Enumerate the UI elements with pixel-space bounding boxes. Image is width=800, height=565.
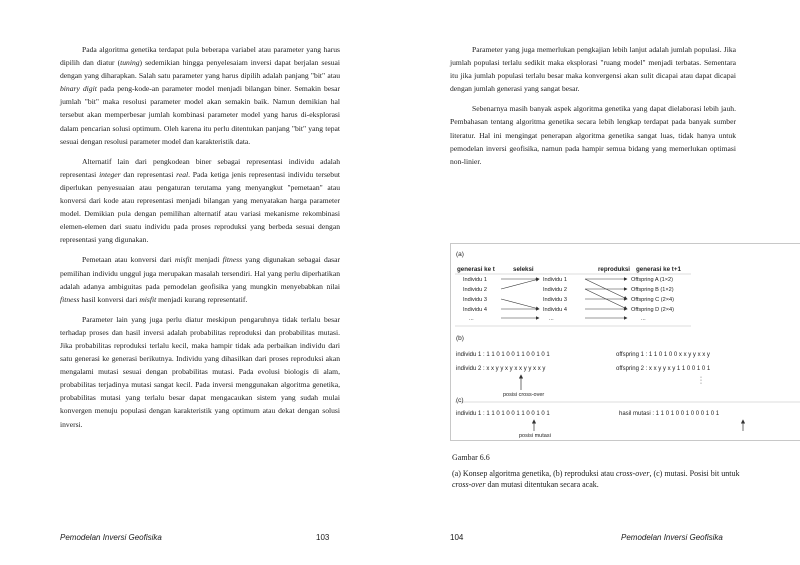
figure-caption [452, 452, 752, 490]
ellipsis: ... [469, 316, 474, 322]
generation-item: Individu 2 [463, 287, 487, 293]
figure-genetic-algorithm [450, 243, 800, 441]
crossover-position-note: posisi cross-over [503, 392, 545, 398]
figure-diagram [451, 244, 800, 440]
footer-title: Pemodelan Inversi Geofisika [621, 533, 723, 542]
selection-item: Individu 3 [543, 297, 567, 303]
generation-item: Individu 1 [463, 277, 487, 283]
column-header-next-generation: generasi ke t+1 [636, 266, 681, 273]
offspring-item: Offspring B (1×2) [631, 287, 674, 293]
left-body-text [60, 43, 340, 438]
b-offspring-1: offspring 1 : 1 1 0 1 0 0 x x y y x x y [616, 352, 710, 358]
right-page [400, 0, 800, 565]
generation-item: Individu 3 [463, 297, 487, 303]
column-header-selection: seleksi [513, 266, 534, 273]
paragraph: Sebenarnya masih banyak aspek algoritma genetika yang dapat dielaborasi lebih jauh. Pembahasan tentang algoritma genetika secara lebih lengkap terdapat pada banyak sumber literatur. Hal ini mengingat penerapan algoritma genetika sangat luas, tidak hanya untuk pemodelan inversi geofisika, namun pada hampir semua bidang yang memerlukan optimasi non-linier. [450, 104, 736, 166]
selection-item: Individu 1 [543, 277, 567, 283]
paragraph: Pemetaan atau konversi dari misfit menjadi fitness yang digunakan sebagai dasar pemilihan individu unggul juga merupakan masalah tersendiri. Hal yang perlu diperhatikan adalah adanya ambiguitas pada pemodelan geofisika yang mungkin menyebabkan nilai fitness hasil konversi dari misfit menjadi kurang representatif. [60, 255, 340, 304]
paragraph: Parameter lain yang juga perlu diatur meskipun pengaruhnya tidak terlalu besar terhadap proses dan hasil inversi adalah probabilitas reproduksi dan probabilitas mutasi. Jika probabilitas reproduksi terlalu kecil, maka hampir tidak ada perbaikan individu dari satu generasi ke generasi berikutnya. Individu yang dihasilkan dari proses reproduksi akan mengalami mutasi sesuai dengan probabilitas mutasi. Pada evolusi biologis di alam, probabilitas terjadinya mutasi sangat kecil. Pada inversi menggunakan algoritma genetika, probabilitas mutasi yang terlalu besar dapat mengacaukan sistem yang sudah mulai konvergen menuju populasi dengan karakteristik yang optimum atau dekat dengan solusi inversi. [60, 314, 340, 429]
paragraph: Parameter yang juga memerlukan pengkajian lebih lanjut adalah jumlah populasi. Jika jumlah populasi terlalu sedikit maka eksplorasi "ruang model" menjadi terbatas. Sementara itu jika jumlah populasi terlalu besar maka konvergensi akan sulit dicapai atau dapat dicapai dengan jumlah generasi yang sangat besar. [450, 45, 736, 94]
b-parent-1: individu 1 : 1 1 0 1 0 0 1 1 0 0 1 0 1 [456, 352, 550, 358]
c-mutation-result: hasil mutasi : 1 1 0 1 0 0 1 0 0 0 1 0 1 [619, 411, 720, 417]
b-offspring-2: offspring 2 : x x y y x y 1 1 0 0 1 0 1 [616, 366, 711, 372]
page-number: 104 [450, 533, 464, 542]
footer-title: Pemodelan Inversi Geofisika [60, 533, 162, 542]
panel-a-label: (a) [456, 251, 464, 258]
selection-arrow [501, 279, 539, 289]
paragraph: Alternatif lain dari pengkodean biner sebagai representasi individu adalah representasi integer dan representasi real. Pada ketiga jenis representasi individu tersebut diperlukan penyesuaian atau pengaturan terutama yang menyangkut "pemetaan" atau konversi dari kode atau representasi menjadi bilangan yang menyatakan harga parameter model. Demikian pula dengan pemilihan alternatif atau variasi mekanisme rekombinasi elemen-elemen dari suatu individu pada proses reproduksi yang berbeda sesuai dengan representasi yang digunakan. [60, 156, 341, 245]
column-header-generation: generasi ke t [457, 266, 495, 273]
offspring-item: Offspring D (2×4) [631, 307, 674, 313]
panel-a-rows [463, 277, 674, 322]
generation-item: Individu 4 [463, 307, 487, 313]
page-number: 103 [316, 533, 330, 542]
panel-c-label: (c) [456, 397, 464, 404]
offspring-item: Offspring C (2×4) [631, 297, 674, 303]
panel-b-label: (b) [456, 335, 464, 342]
b-parent-2: individu 2 : x x y y x y x x y y x x y [456, 366, 546, 372]
selection-arrow [501, 299, 539, 309]
mutation-position-note: posisi mutasi [519, 433, 551, 439]
paragraph: Pada algoritma genetika terdapat pula beberapa variabel atau parameter yang harus dipilih dan diatur (tuning) sedemikian hingga penyelesaiam inversi dapat berjalan sesuai dengan yang diharapkan. Salah satu parameter yang harus dipilih adalah panjang "bit" atau binary digit pada peng-kode-an parameter model menjadi bilangan biner. Semakin besar jumlah "bit" maka resolusi parameter model akan semakin baik. Namun demikian hal tersebut akan memperbesar jumlah kombinasi parameter model yang harus di-eksplorasi dalam pencarian solusi optimum. Oleh karena itu perlu ditentukan panjang "bit" yang tepat sesuai dengan resolusi parameter model dan karakteristik data. [60, 45, 340, 146]
ellipsis: ... [641, 316, 646, 322]
column-header-reproduction: reproduksi [598, 266, 630, 273]
selection-item: Individu 4 [543, 307, 567, 313]
caption-title: Gambar 6.6 [452, 453, 490, 462]
c-individual: individu 1 : 1 1 0 1 0 0 1 1 0 0 1 0 1 [456, 411, 550, 417]
selection-item: Individu 2 [543, 287, 567, 293]
caption-text: (a) Konsep algoritma genetika, (b) reproduksi atau cross-over, (c) mutasi. Posisi bit untuk cross-over dan mutasi ditentukan secara acak. [452, 469, 740, 489]
offspring-item: Offspring A (1×2) [631, 277, 674, 283]
ellipsis: ... [549, 316, 554, 322]
right-body-text [450, 43, 736, 175]
